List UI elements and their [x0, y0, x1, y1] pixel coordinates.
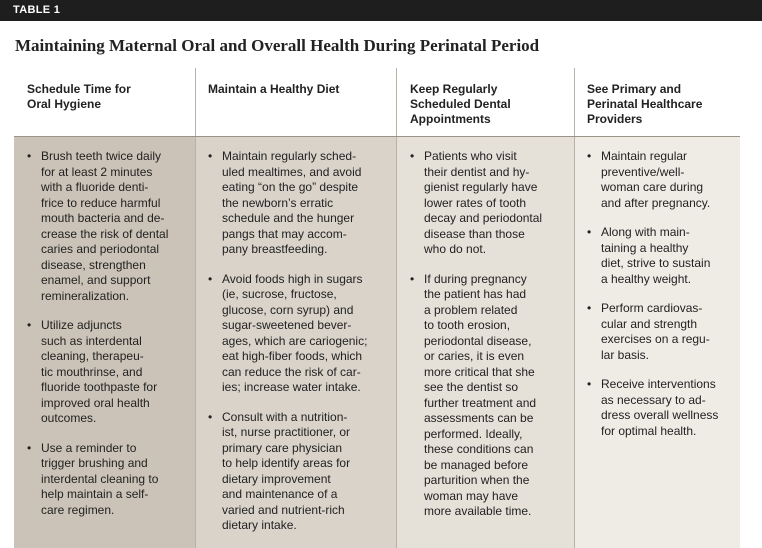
bullet-icon: • — [410, 271, 415, 286]
bullet-line: Perform cardiovas- — [601, 301, 703, 315]
table-title: Maintaining Maternal Oral and Overall Health During Perinatal Period — [15, 36, 540, 55]
bullet-line: a problem related — [424, 302, 518, 317]
bullet-list — [208, 149, 394, 534]
bullet-line: can reduce the risk of car- — [222, 364, 361, 379]
bullet-line: these conditions can — [424, 442, 534, 456]
column-body — [27, 149, 193, 532]
bullet-line: diet, strive to sustain — [601, 256, 711, 270]
bullet-icon: • — [208, 271, 213, 286]
bullet-line: Avoid foods high in sugars — [222, 271, 363, 286]
bullet-line: see the dentist so — [424, 380, 519, 394]
column-divider — [396, 68, 397, 548]
bullet-line: eat high-fiber foods, which — [222, 349, 363, 363]
bullet-line: primary care physician — [222, 440, 343, 455]
bullet-line: (ie, sucrose, fructose, — [222, 287, 337, 301]
bullet-line: Receive interventions — [601, 377, 716, 391]
bullet-line: Patients who visit — [424, 149, 517, 163]
bullet-line: a healthy weight. — [601, 271, 692, 286]
bullet-line: periodontal disease, — [424, 333, 532, 348]
column-header-line: See Primary and — [587, 82, 682, 96]
bullet-line: uled mealtimes, and avoid — [222, 164, 362, 179]
bullet-icon: • — [208, 149, 213, 163]
bullet-line: ies; increase water intake. — [222, 380, 361, 394]
bullet-line: Maintain regularly sched- — [222, 149, 357, 163]
bullet-icon: • — [27, 149, 32, 163]
column-header-line: Scheduled Dental — [410, 97, 511, 111]
bullet-line: their dentist and hy- — [424, 164, 530, 179]
column-header-line: Perinatal Healthcare — [587, 97, 703, 111]
column-header-line: Providers — [587, 112, 643, 126]
column-divider — [574, 68, 575, 548]
bullet-line: dress overall wellness — [601, 408, 719, 422]
bullet-line: pany breastfeeding. — [222, 242, 328, 256]
bullet-line: as necessary to ad- — [601, 392, 706, 407]
bullet-item — [587, 225, 738, 287]
bullet-line: gienist regularly have — [424, 180, 538, 194]
bullet-line: taining a healthy — [601, 240, 689, 255]
bullet-item — [208, 272, 394, 396]
bullet-line: tic mouthrinse, and — [41, 364, 143, 379]
bullet-line: outcomes. — [41, 411, 97, 425]
bullet-line: Use a reminder to — [41, 440, 137, 455]
bullet-line: further treatment and — [424, 395, 537, 410]
column-header-line: Appointments — [410, 112, 491, 126]
column-header-line: Maintain a Healthy Diet — [208, 82, 340, 96]
bullet-line: or caries, it is even — [424, 349, 525, 363]
bullet-line: assessments can be — [424, 411, 534, 425]
bullet-line: dietary improvement — [222, 471, 331, 486]
bullet-line: to help identify areas for — [222, 456, 351, 470]
bullet-line: and maintenance of a — [222, 487, 338, 501]
column-header-line: Keep Regularly — [410, 82, 498, 96]
bullet-line: more critical that she — [424, 364, 535, 379]
bullet-line: and after pregnancy. — [601, 195, 711, 210]
bullet-line: with a fluoride denti- — [41, 180, 149, 194]
bullet-line: glucose, corn syrup) and — [222, 302, 354, 317]
bullet-line: be managed before — [424, 457, 529, 472]
bullet-line: Maintain regular — [601, 149, 688, 163]
bullet-line: Brush teeth twice daily — [41, 149, 162, 163]
bullet-line: disease than those — [424, 226, 525, 241]
bullet-line: enamel, and support — [41, 273, 151, 287]
bullet-line: remineralization. — [41, 288, 130, 303]
bullet-line: performed. Ideally, — [424, 426, 523, 441]
column-header — [587, 82, 737, 127]
bullet-line: improved oral health — [41, 395, 150, 410]
bullet-line: the newborn’s erratic — [222, 195, 334, 210]
bullet-icon: • — [587, 377, 592, 391]
table-label: TABLE 1 — [0, 0, 762, 21]
bullet-item — [587, 377, 738, 439]
bullet-line: varied and nutrient-rich — [222, 502, 345, 517]
bullet-line: decay and periodontal — [424, 211, 543, 225]
bullet-line: more available time. — [424, 504, 532, 518]
bullet-line: woman care during — [601, 180, 704, 194]
bullet-icon: • — [208, 409, 213, 424]
column-header — [410, 82, 570, 127]
bullet-line: preventive/well- — [601, 164, 685, 179]
bullet-item — [587, 301, 738, 363]
bullet-list — [27, 149, 193, 518]
bullet-line: disease, strengthen — [41, 257, 146, 272]
bullet-icon: • — [587, 225, 592, 239]
header-rule — [14, 136, 740, 137]
bullet-item — [27, 149, 193, 304]
column-body — [587, 149, 738, 453]
bullet-item — [587, 149, 738, 211]
header-bg-2 — [195, 68, 396, 137]
bullet-line: sugar-sweetened bever- — [222, 318, 352, 332]
bullet-line: Utilize adjuncts — [41, 318, 122, 332]
bullet-line: pangs that may accom- — [222, 226, 347, 241]
bullet-line: the patient has had — [424, 287, 527, 301]
column-header-line: Oral Hygiene — [27, 97, 102, 111]
bullet-list — [410, 149, 572, 520]
bullet-line: lower rates of tooth — [424, 195, 527, 210]
bullet-line: fluoride toothpaste for — [41, 380, 158, 394]
bullet-line: If during pregnancy — [424, 271, 527, 286]
bullet-line: for optimal health. — [601, 423, 697, 438]
bullet-line: help maintain a self- — [41, 487, 149, 501]
bullet-icon: • — [410, 149, 415, 163]
bullet-item — [410, 272, 572, 520]
bullet-line: caries and periodontal — [41, 242, 160, 256]
bullet-line: ist, nurse practitioner, or — [222, 425, 351, 439]
bullet-line: crease the risk of dental — [41, 226, 169, 241]
bullet-icon: • — [27, 318, 32, 332]
bullet-line: woman may have — [424, 488, 519, 503]
column-body — [410, 149, 572, 534]
bullet-line: lar basis. — [601, 347, 650, 362]
bullet-line: schedule and the hunger — [222, 211, 355, 225]
bullet-item — [27, 318, 193, 427]
bullet-item — [27, 441, 193, 519]
bullet-line: parturition when the — [424, 473, 530, 487]
bullet-line: exercises on a regu- — [601, 332, 710, 346]
bullet-line: interdental cleaning to — [41, 471, 159, 486]
bullet-item — [208, 149, 394, 258]
bullet-line: for at least 2 minutes — [41, 164, 153, 179]
bullet-line: cular and strength — [601, 316, 698, 331]
bullet-line: Consult with a nutrition- — [222, 409, 348, 424]
bullet-icon: • — [587, 149, 592, 163]
bullet-line: care regimen. — [41, 502, 115, 517]
column-header-line: Schedule Time for — [27, 82, 131, 96]
bullet-list — [587, 149, 738, 439]
column-header — [208, 82, 388, 97]
bullet-line: eating “on the go” despite — [222, 180, 359, 194]
bullet-icon: • — [27, 440, 32, 455]
column-body — [208, 149, 394, 548]
bullet-item — [410, 149, 572, 258]
bullet-line: cleaning, therapeu- — [41, 349, 144, 363]
bullet-icon: • — [587, 301, 592, 315]
bullet-line: dietary intake. — [222, 518, 297, 532]
column-header — [27, 82, 187, 112]
bullet-line: trigger brushing and — [41, 456, 148, 470]
column-divider — [195, 68, 196, 548]
bullet-line: frice to reduce harmful — [41, 195, 161, 210]
bullet-line: mouth bacteria and de- — [41, 211, 165, 225]
bullet-line: to tooth erosion, — [424, 318, 511, 332]
bullet-line: Along with main- — [601, 225, 690, 239]
bullet-line: such as interdental — [41, 333, 142, 348]
bullet-item — [208, 410, 394, 534]
bullet-line: ages, which are cariogenic; — [222, 333, 368, 348]
bullet-line: who do not. — [424, 242, 487, 256]
